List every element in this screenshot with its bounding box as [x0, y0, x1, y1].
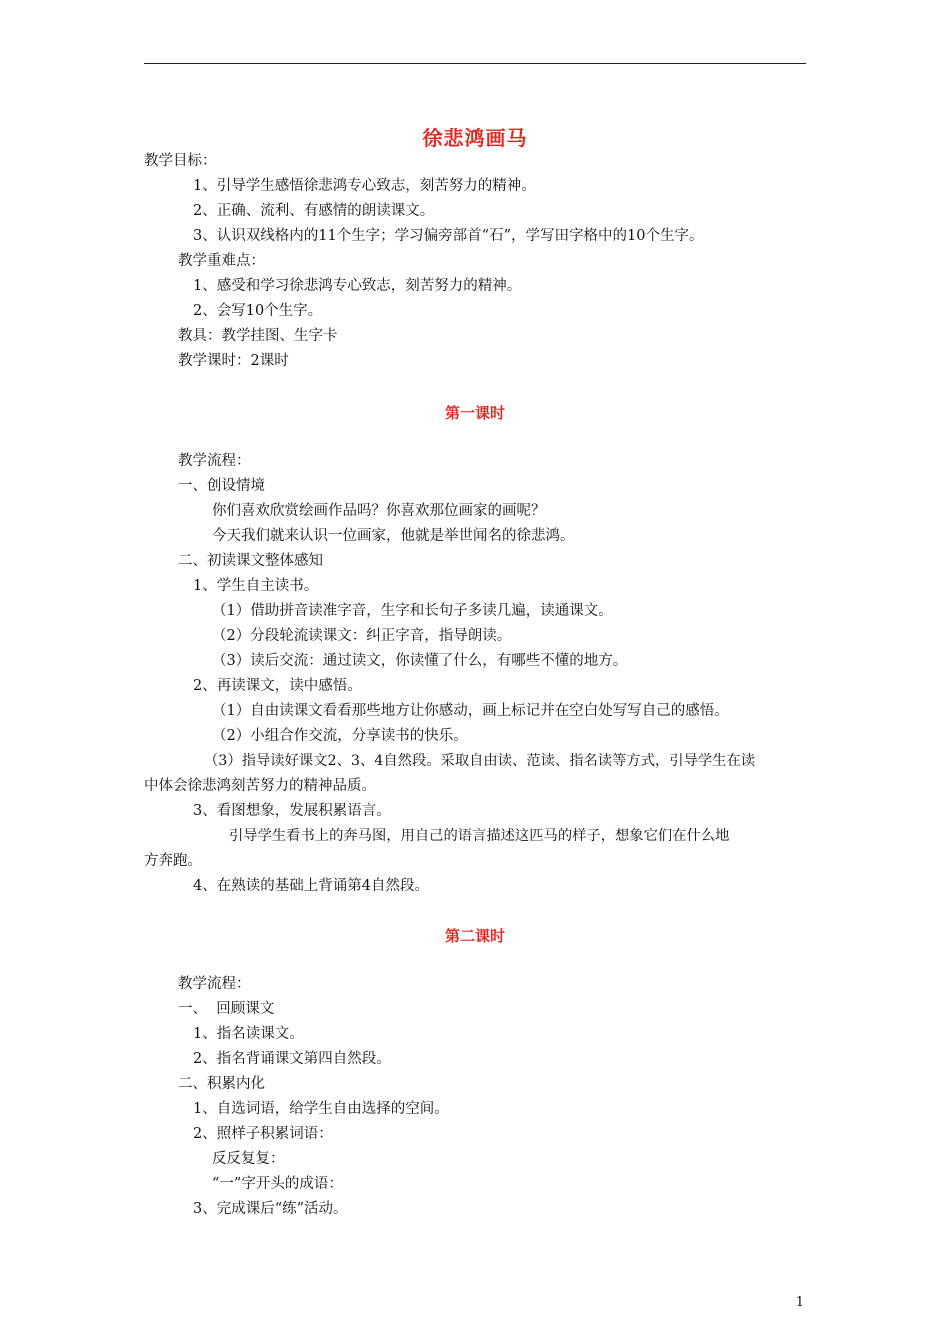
- lesson2-step: 2、照样子积累词语：: [193, 1126, 333, 1142]
- lesson2-section-2: 二、积累内化: [178, 1076, 265, 1092]
- lesson1-substep: （2）分段轮流读课文：纠正字音，指导朗读。: [212, 628, 512, 644]
- lesson2-flow-label: 教学流程：: [178, 976, 251, 992]
- key-points-heading: 教学重难点：: [178, 253, 265, 269]
- lesson1-heading: 第一课时: [444, 404, 505, 422]
- lesson2-heading: 第二课时: [444, 927, 505, 945]
- lesson1-paragraph: 引导学生看书上的奔马图，用自己的语言描述这匹马的样子，想象它们在什么地: [229, 828, 730, 844]
- lesson1-substep: （3）读后交流：通过读文，你读懂了什么，有哪些不懂的地方。: [212, 653, 628, 669]
- lesson2-example: 反反复复：: [212, 1151, 285, 1167]
- lesson1-substep: （3）指导读好课文2、3、4自然段。采取自由读、范读、指名读等方式，引导学生在读: [204, 753, 756, 769]
- lesson1-section-2: 二、初读课文整体感知: [178, 553, 323, 569]
- lesson1-paragraph: 今天我们就来认识一位画家，他就是举世闻名的徐悲鸿。: [212, 528, 575, 544]
- lesson2-step: 1、自选词语，给学生自由选择的空间。: [193, 1101, 449, 1117]
- lesson1-paragraph-continued: 方奔跑。: [144, 853, 202, 869]
- lesson1-section-1: 一、创设情境: [178, 478, 265, 494]
- header-rule: [144, 63, 806, 64]
- lesson1-substep: （1）自由读课文看看那些地方让你感动，画上标记并在空白处写写自己的感悟。: [212, 703, 729, 719]
- goal-item: 1、引导学生感悟徐悲鸿专心致志，刻苦努力的精神。: [193, 178, 536, 194]
- goal-item: 2、正确、流利、有感情的朗读课文。: [193, 203, 435, 219]
- lesson2-step: 2、指名背诵课文第四自然段。: [193, 1051, 391, 1067]
- key-point-item: 1、感受和学习徐悲鸿专心致志，刻苦努力的精神。: [193, 278, 522, 294]
- lesson1-substep: （1）借助拼音读准字音，生字和长句子多读几遍，读通课文。: [212, 603, 613, 619]
- lesson2-step: 3、完成课后“练”活动。: [193, 1201, 348, 1217]
- lesson1-step: 4、在熟读的基础上背诵第4自然段。: [193, 878, 429, 894]
- lesson2-section-1: 一、 回顾课文: [178, 1001, 275, 1017]
- lesson1-step: 1、学生自主读书。: [193, 578, 319, 594]
- page-number: 1: [795, 1295, 804, 1310]
- lesson1-substep: （2）小组合作交流，分享读书的快乐。: [212, 728, 468, 744]
- goal-item: 3、认识双线格内的11个生字；学习偏旁部首“石”，学写田字格中的10个生字。: [193, 228, 704, 244]
- lesson1-step: 2、再读课文，读中感悟。: [193, 678, 362, 694]
- lesson2-step: 1、指名读课文。: [193, 1026, 304, 1042]
- teaching-tools: 教具：教学挂图、生字卡: [178, 328, 338, 344]
- lesson2-example: “一”字开头的成语：: [212, 1176, 343, 1192]
- lesson1-flow-label: 教学流程：: [178, 453, 251, 469]
- document-title: 徐悲鸿画马: [422, 126, 528, 150]
- teaching-hours: 教学课时：2课时: [178, 353, 289, 369]
- goals-heading: 教学目标：: [144, 153, 217, 169]
- lesson1-substep-continued: 中体会徐悲鸿刻苦努力的精神品质。: [144, 778, 376, 794]
- key-point-item: 2、会写10个生字。: [193, 303, 323, 319]
- lesson1-step: 3、看图想象，发展积累语言。: [193, 803, 391, 819]
- lesson1-paragraph: 你们喜欢欣赏绘画作品吗？你喜欢那位画家的画呢？: [212, 503, 546, 519]
